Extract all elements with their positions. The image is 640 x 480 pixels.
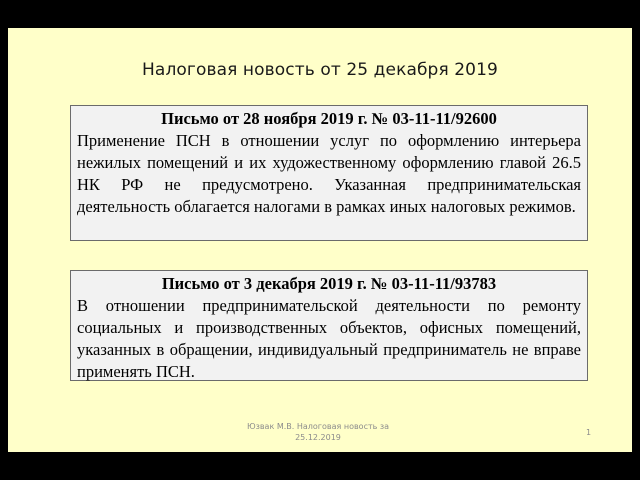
slide	[8, 28, 632, 452]
letter-body-2: В отношении предпринимательской деятельности по ремонту социальных и производственных объектов, офисных помещений, указанных в обращении, индивидуальный предприниматель не вправе применять ПСН.	[77, 296, 581, 381]
letter-heading-1: Письмо от 28 ноября 2019 г. № 03-11-11/92600	[161, 109, 497, 128]
letter-box-1	[70, 105, 588, 241]
slide-title: Налоговая новость от 25 декабря 2019	[142, 60, 498, 80]
page-number: 1	[586, 428, 592, 437]
footer-line-1: Юзвак М.В. Налоговая новость за	[246, 422, 390, 431]
footer-line-2: 25.12.2019	[295, 433, 341, 442]
letter-heading-2: Письмо от 3 декабря 2019 г. № 03-11-11/93783	[161, 274, 497, 293]
letter-body-1: Применение ПСН в отношении услуг по оформлению интерьера нежилых помещений и их художественному оформлению главой 26.5 НК РФ не предусмотрено. Указанная предпринимательская деятельность облагается налогами в рамках иных налоговых режимов.	[77, 131, 581, 216]
letter-box-2	[70, 270, 588, 381]
slide-footer	[228, 421, 408, 443]
